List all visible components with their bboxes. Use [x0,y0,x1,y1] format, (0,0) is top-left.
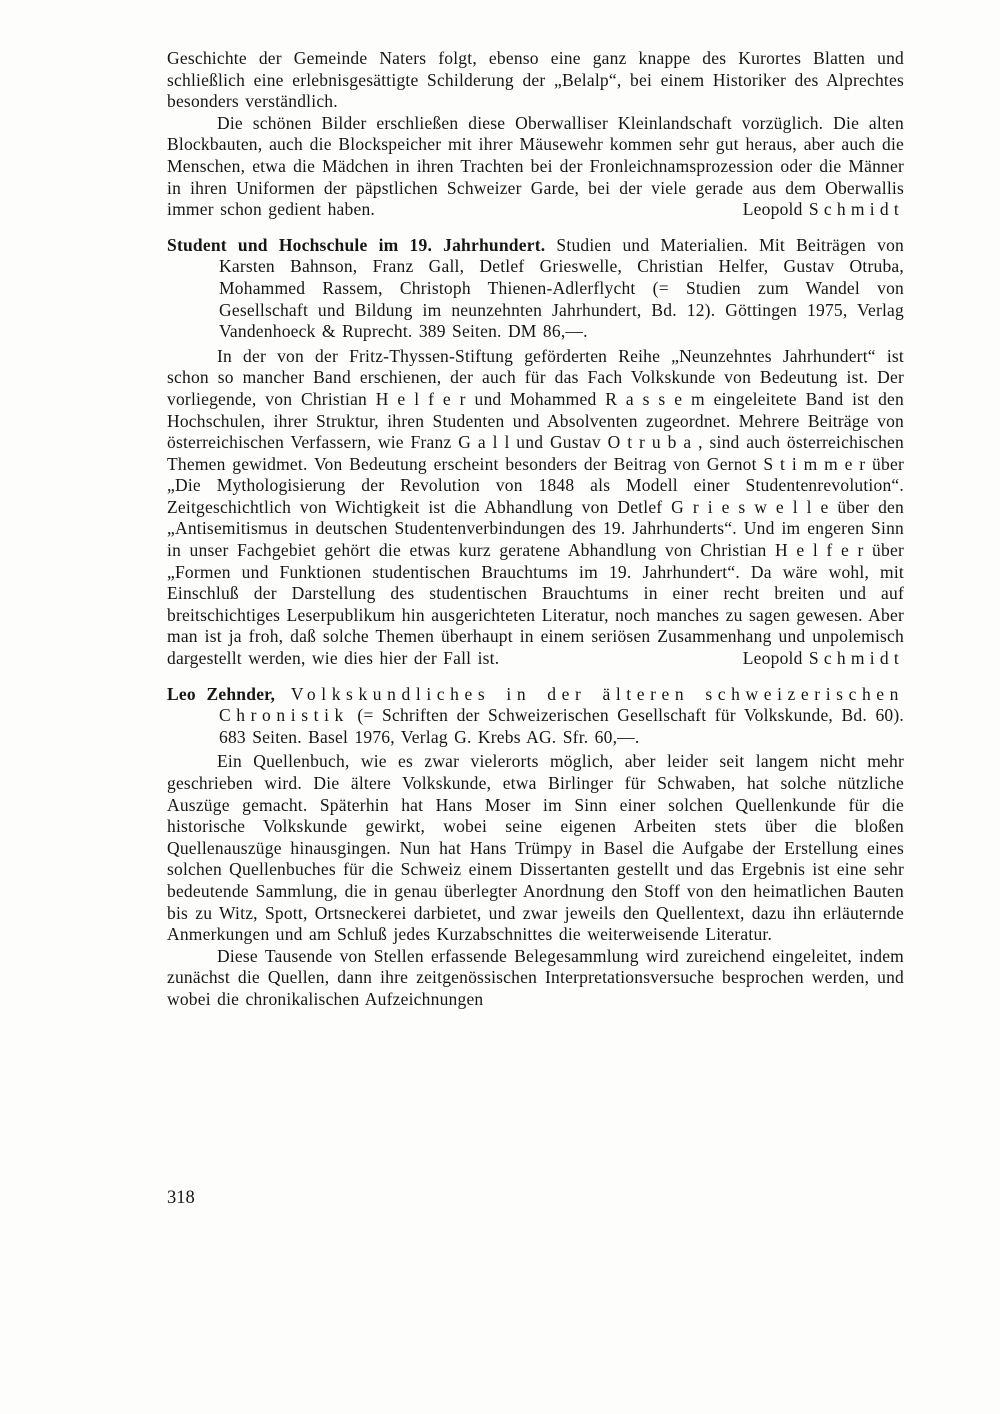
reviewer-first-name: Leopold [742,199,809,220]
text-segment-bold: Leo Zehnder, [167,683,276,704]
text-segment-normal: (= Schriften der Schweizerischen Gesellschaft für Volkskunde, Bd. 60). 683 Seiten. Basel 1976, Verlag G. Krebs AG. Sfr. 60,—. [219,705,904,747]
reviewer-last-name: Schmidt [808,648,904,669]
text-segment-normal: Die schönen Bilder erschließen diese Oberwalliser Kleinlandschaft vorzüglich. Die alten Blockbauten, auch die Blockspeicher mit ihrer Mäusewehr kommen sehr gut heraus, aber auch die Menschen, etwa die Mädchen in ihren Trachten bei der Fronleichnamsprozession oder die Männer in ihren Uniformen der päpstlichen Schweizer Garde, bei der viele gerade aus dem Oberwallis immer schon gedient haben. [167,112,904,220]
paragraph [167,346,904,670]
page-number: 318 [167,1188,195,1208]
reviewer-first-name: Leopold [742,648,809,669]
paragraph [167,113,904,221]
text-block [167,48,904,1011]
text-segment-normal: In der von der Fritz-Thyssen-Stiftung geförderten Reihe „Neunzehntes Jahrhundert“ ist schon so mancher Band erschienen, der auch für das Fach Volkskunde von Bedeutung ist. Der vorliegende, von Christian H e l f e r und Mohammed R a s s e m eingeleitete Band ist den Hochschulen, ihrer Struktur, ihren Studenten und Absolventen zugeordnet. Mehrere Beiträge von österreichischen Verfassern, wie Franz G a l l und Gustav O t r u b a , sind auch österreichischen Themen gewidmet. Von Bedeutung erscheint besonders der Beitrag von Gernot S t i m m e r über „Die Mythologisierung der Revolution von 1848 als Modell einer Studentenrevolution“. Zeitgeschichtlich von Wichtigkeit ist die Abhandlung von Detlef G r i e s w e l l e über den „Antisemitismus in deutschen Studentenverbindungen des 19. Jahrhunderts“. Und im engeren Sinn in unser Fachgebiet gehört die etwas kurz geratene Abhandlung von Christian H e l f e r über „Formen und Funktionen studentischen Brauchtums im 19. Jahrhundert“. Da wäre wohl, mit Einschluß der Darstellung des studentischen Brauchtums in einer recht breiten und auf breitschichtiges Leserpublikum hin ausgerichteten Literatur, noch manches zu sagen gewesen. Aber man ist ja froh, daß solche Themen überhaupt in einem seriösen Zusammenhang und unpolemisch dargestellt werden, wie dies hier der Fall ist. [167,345,904,669]
paragraph [167,751,904,945]
reviewer-signature [663,648,904,670]
paragraph [167,946,904,1011]
text-segment-normal: Studien und Materialien. Mit Beiträgen von Karsten Bahnson, Franz Gall, Detlef Grieswelle, Christian Helfer, Gustav Otruba, Mohammed Rassem, Christoph Thienen-Adlerflycht (= Studien zum Wandel von Gesellschaft und Bildung im neunzehnten Jahrhundert, Bd. 12). Göttingen 1975, Verlag Vandenhoeck & Ruprecht. 389 Seiten. DM 86,—. [219,234,904,342]
text-segment-normal: Ein Quellenbuch, wie es zwar vielerorts möglich, aber leider seit langem nicht mehr geschrieben wird. Die ältere Volkskunde, etwa Birlinger für Schwaben, hat solche nützliche Auszüge gemacht. Späterhin hat Hans Moser im Sinn einer solchen Quellenkunde für die historische Volkskunde gewirkt, wobei seine eigenen Arbeiten stets über die bloßen Quellenauszüge hinausgingen. Nun hat Hans Trümpy in Basel die Aufgabe der Erstellung eines solchen Quellenbuches für die Schweiz einem Dissertanten gestellt und das Ergebnis ist eine sehr bedeutende Sammlung, die in genau überlegter Anordnung den Stoff von den heimatlichen Bauten bis zu Witz, Spott, Ortsneckerei darbietet, und zwar jeweils den Quellentext, dazu ihn erläuternde Anmerkungen und am Schluß jedes Kurzabschnittes die weiterweisende Literatur. [167,751,904,945]
text-segment-normal: Geschichte der Gemeinde Naters folgt, ebenso eine ganz knappe des Kurortes Blatten und schließlich eine erlebnisgesättigte Schilderung der „Belalp“, bei einem Historiker des Alprechtes besonders verständlich. [167,48,904,112]
reviewer-last-name: Schmidt [808,199,904,220]
bibliography-entry [167,684,904,749]
bibliography-entry [167,235,904,343]
text-segment-spaced: Volkskundliches in der älteren schweizerischen Chronistik [219,683,904,726]
reviewer-signature [663,199,904,221]
text-segment-bold: Student und Hochschule im 19. Jahrhundert. [167,234,546,255]
text-segment-normal: Diese Tausende von Stellen erfassende Belegesammlung wird zureichend eingeleitet, indem zunächst die Quellen, dann ihre zeitgenössischen Interpretationsversuche besprochen werden, und wobei die chronikalischen Aufzeichnungen [167,945,904,1009]
paragraph [167,48,904,113]
